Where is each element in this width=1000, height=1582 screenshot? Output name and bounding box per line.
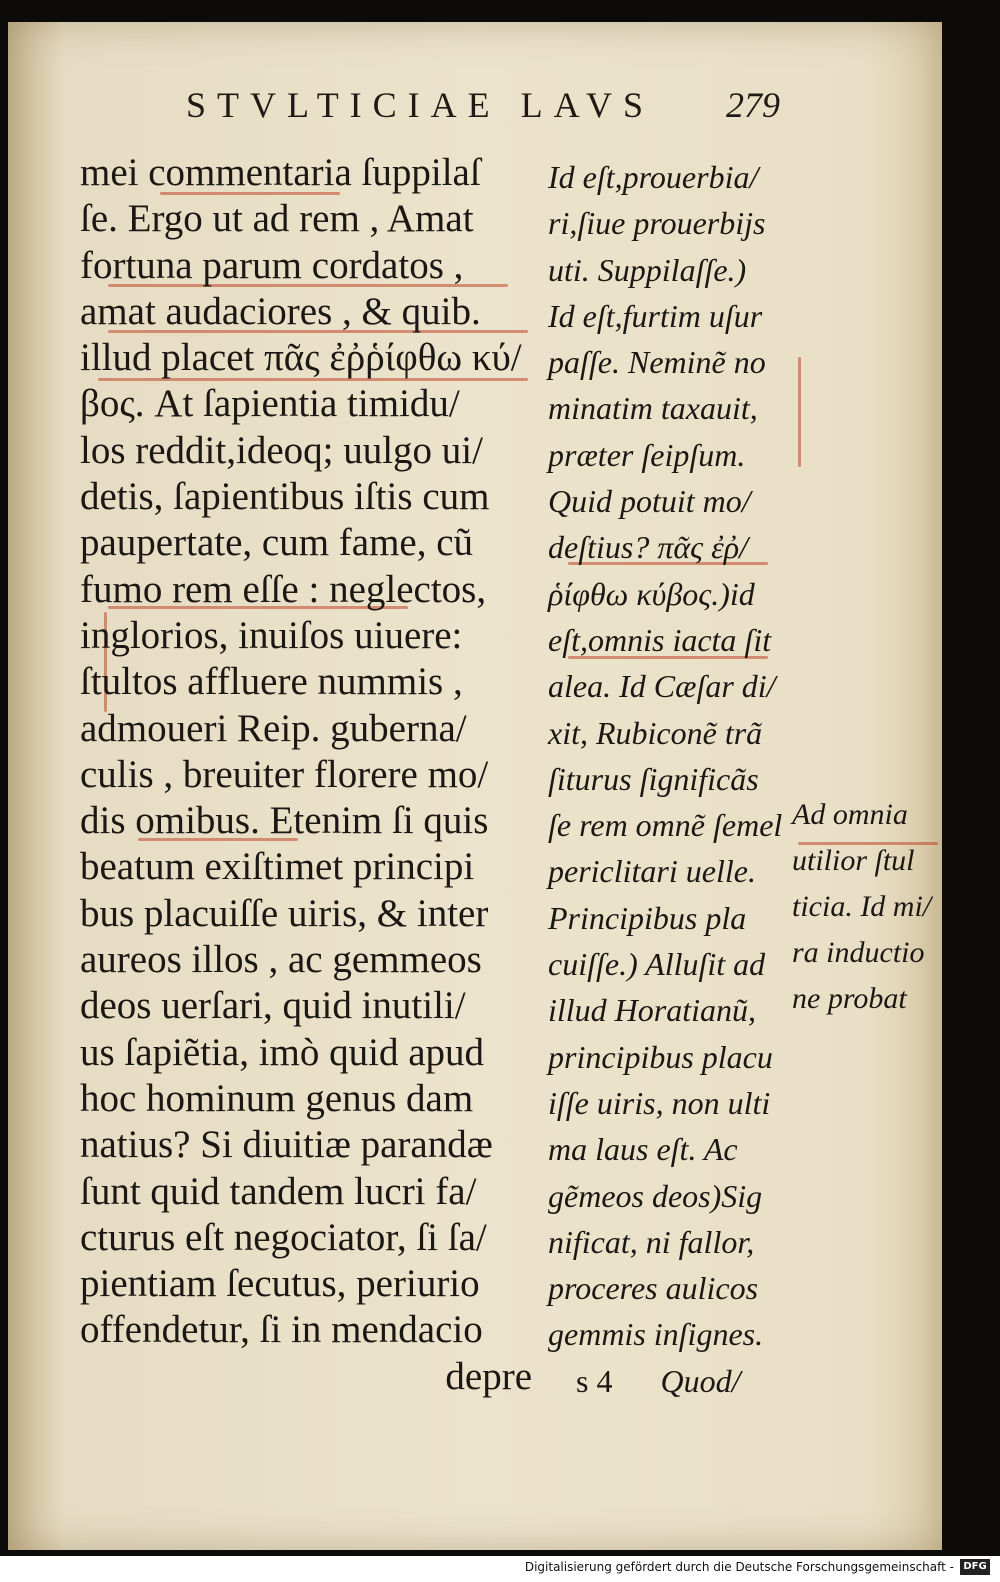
text-line: admoueri Reip. guberna/ <box>80 706 467 750</box>
commentary-line: periclitari uelle. <box>548 853 756 890</box>
commentary-line: nificat, ni fallor, <box>548 1223 755 1260</box>
commentary-line: eſt,omnis iacta ſit <box>548 621 772 658</box>
commentary-line: principibus placu <box>548 1038 773 1075</box>
text-line: hoc hominum genus dam <box>80 1076 474 1120</box>
book-page <box>8 22 942 1550</box>
text-line: culis , breuiter florere mo/ <box>80 752 489 796</box>
commentary-line: proceres aulicos <box>548 1270 759 1307</box>
marginal-note-line: ra inductio <box>792 936 925 969</box>
commentary-line: uti. Suppilaſſe.) <box>548 251 747 288</box>
text-line: los reddit,ideoq; uulgo ui/ <box>80 428 483 472</box>
text-line: ſunt quid tandem lucri fa/ <box>80 1169 477 1213</box>
text-line: beatum exiſtimet principi <box>80 845 475 889</box>
text-line: ſtultos affluere nummis , <box>80 660 463 704</box>
commentary-line: præter ſeipſum. <box>548 436 746 473</box>
text-line: cturus eſt negociator, ſi ſa/ <box>80 1215 487 1259</box>
running-title: STVLTICIAE LAVS <box>186 85 655 125</box>
page-header <box>178 84 818 134</box>
commentary-line: gẽmeos deos)Sig <box>548 1177 763 1214</box>
commentary-line: Principibus pla <box>548 899 747 936</box>
commentary-line: ri,ſiue prouerbijs <box>548 205 766 242</box>
text-line: deos uerſari, quid inutili/ <box>80 984 466 1028</box>
commentary-line: ῥίφθω κύβος.)id <box>548 575 755 612</box>
commentary-line: minatim taxauit, <box>548 390 758 427</box>
signature-mark: s 4 <box>576 1362 613 1399</box>
marginal-note <box>792 792 952 1022</box>
commentary-line: Quid potuit mo/ <box>548 483 751 520</box>
commentary-line: Id eſt,prouerbia/ <box>548 159 759 195</box>
commentary-line: cuiſſe.) Alluſit ad <box>548 946 766 983</box>
marginal-note-line: Ad omnia <box>792 798 908 831</box>
text-line: fortuna parum cordatos , <box>80 243 464 287</box>
commentary-catchword: Quod/ <box>660 1362 741 1399</box>
text-line: mei commentaria ſuppilaſ <box>80 151 481 194</box>
text-line: amat audaciores , & quib. <box>80 289 481 333</box>
commentary-line: deſtius? πᾶς ἐῤ/ <box>548 529 748 566</box>
text-line: detis, ſapientibus iſtis cum <box>80 475 490 519</box>
text-line: paupertate, cum fame, cũ <box>80 521 474 565</box>
commentary-line: illud Horatianũ, <box>548 992 757 1029</box>
marginal-note-line: utilior ſtul <box>792 844 915 877</box>
text-line: us ſapiẽtia, imò quid apud <box>80 1030 485 1074</box>
commentary-line: xit, Rubiconẽ trã <box>548 714 763 751</box>
digitization-footer <box>0 1556 1000 1582</box>
commentary-line: paſſe. Neminẽ no <box>548 344 766 381</box>
folio-number: 279 <box>726 85 780 125</box>
commentary-column <box>548 154 798 1404</box>
signature-line <box>548 1358 798 1404</box>
footer-credit: Digitalisierung gefördert durch die Deutsche Forschungsgemeinschaft - <box>524 1560 954 1574</box>
commentary-line: alea. Id Cæſar di/ <box>548 668 776 705</box>
text-line: inglorios, inuiſos uiuere: <box>80 613 463 657</box>
commentary-line: ma laus eſt. Ac <box>548 1131 738 1168</box>
commentary-line: Id eſt,furtim uſur <box>548 297 763 334</box>
text-line: dis omibus. Etenim ſi quis <box>80 799 489 843</box>
text-line: aureos illos , ac gemmeos <box>80 938 482 982</box>
rubric-bracket <box>798 357 801 467</box>
catchword: depre <box>445 1354 532 1398</box>
commentary-line: ſiturus ſignificãs <box>548 760 759 797</box>
text-line: ſe. Ergo ut ad rem , Amat <box>80 197 474 241</box>
commentary-line: ſe rem omnẽ ſemel <box>548 807 783 844</box>
text-line: bus placuiſſe uiris, & inter <box>80 891 489 935</box>
text-line: fumo rem eſſe : neglectos, <box>80 567 487 611</box>
text-line: natius? Si diuitiæ parandæ <box>80 1123 493 1167</box>
commentary-line: gemmis inſignes. <box>548 1316 764 1353</box>
dfg-logo: DFG <box>960 1559 990 1575</box>
marginal-note-line: ne probat <box>792 982 907 1015</box>
commentary-line: iſſe uiris, non ulti <box>548 1084 771 1121</box>
text-line: βος. At ſapientia timidu/ <box>80 382 460 426</box>
text-line: illud placet πᾶς ἐῤῥίφθω κύ/ <box>80 336 522 380</box>
main-text-column <box>80 150 540 1400</box>
marginal-note-line: ticia. Id mi/ <box>792 890 932 923</box>
text-line: pientiam ſecutus, periurio <box>80 1262 480 1306</box>
text-line: offendetur, ſi in mendacio <box>80 1308 483 1352</box>
